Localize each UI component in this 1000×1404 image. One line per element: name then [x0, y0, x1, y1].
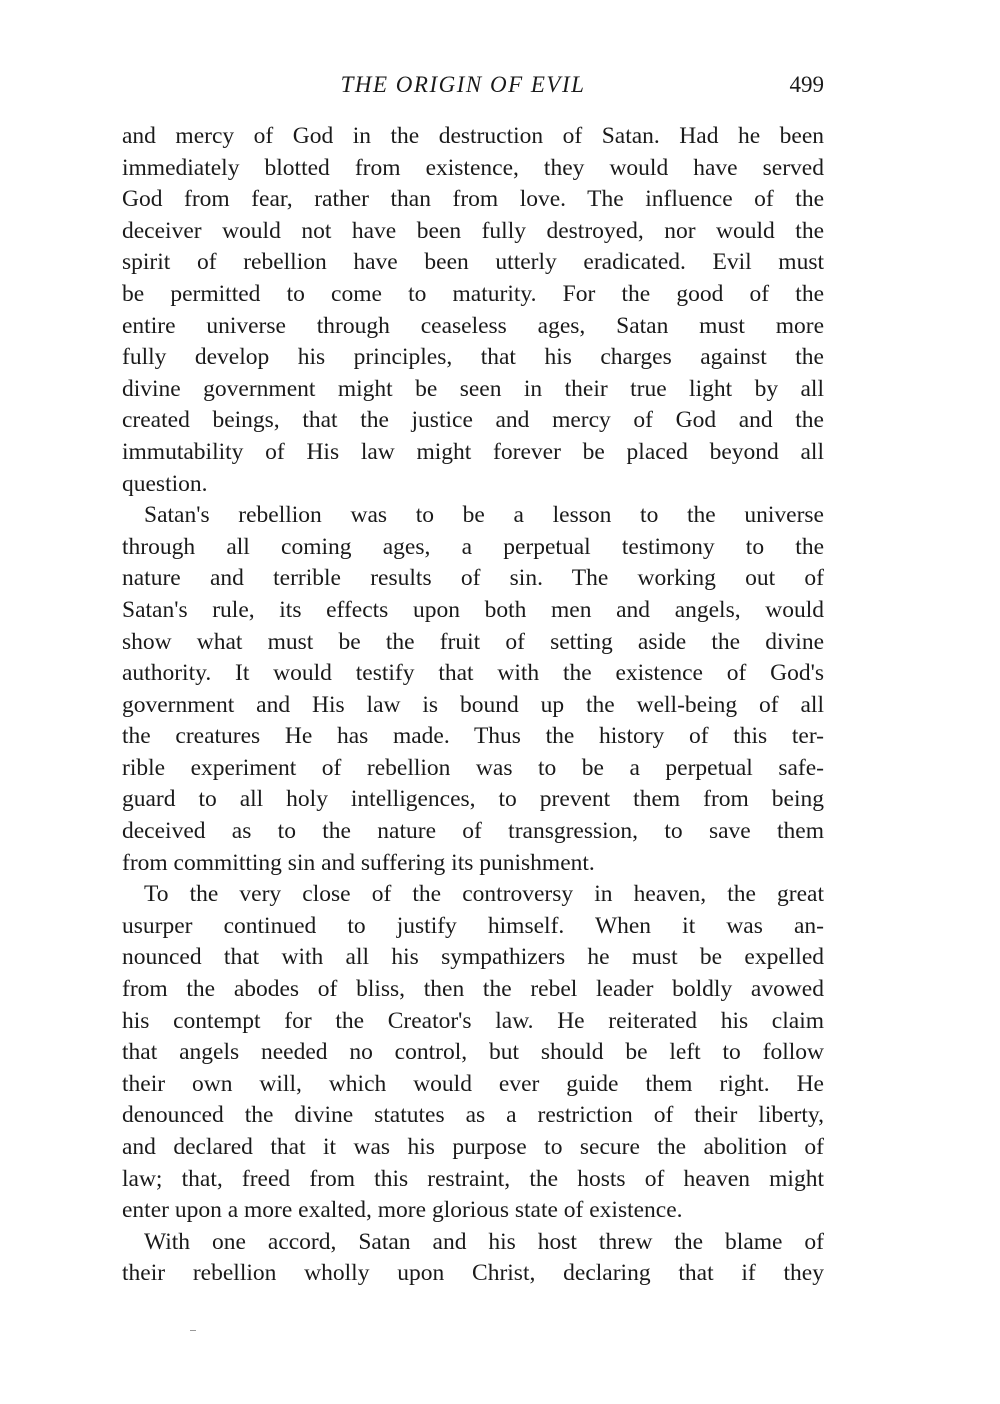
text-line: show what must be the fruit of setting aside the divine [122, 628, 824, 655]
text-line: their own will, which would ever guide them right. He [122, 1070, 824, 1097]
text-line: through all coming ages, a perpetual testimony to the [122, 533, 824, 560]
text-line: Satan's rule, its effects upon both men and angels, would [122, 596, 824, 623]
running-head [0, 68, 1000, 102]
paragraph [122, 500, 824, 879]
text-line: immediately blotted from existence, they would have served [122, 154, 824, 181]
text-line: law; that, freed from this restraint, the hosts of heaven might [122, 1165, 824, 1192]
text-line: and declared that it was his purpose to secure the abolition of [122, 1134, 824, 1160]
text-line: spirit of rebellion have been utterly eradicated. Evil must [122, 249, 824, 276]
text-line: created beings, that the justice and mercy of God and the [122, 407, 824, 434]
paragraph [122, 1227, 824, 1290]
text-line: immutability of His law might forever be placed beyond all [122, 438, 824, 465]
text-line: fully develop his principles, that his charges against the [122, 344, 824, 371]
paragraph [122, 879, 824, 1227]
text-line: Satan's rebellion was to be a lesson to the universe [144, 502, 824, 529]
text-line: nature and terrible results of sin. The working out of [122, 565, 824, 592]
text-line: question. [122, 470, 208, 497]
text-line: be permitted to come to maturity. For the good of the [122, 280, 824, 307]
text-line: divine government might be seen in their true light by all [122, 375, 824, 402]
text-line: authority. It would testify that with the existence of God's [122, 660, 824, 687]
text-line: from committing sin and suffering its punishment. [122, 849, 595, 876]
page-number: 499 [789, 72, 824, 97]
text-line: usurper continued to justify himself. When it was an- [122, 912, 824, 939]
text-line: their rebellion wholly upon Christ, declaring that if they [122, 1260, 824, 1287]
text-line: denounced the divine statutes as a restriction of their liberty, [122, 1102, 824, 1129]
scan-mark [190, 1330, 196, 1331]
text-line: enter upon a more exalted, more glorious state of existence. [122, 1197, 683, 1224]
text-line: from the abodes of bliss, then the rebel leader boldly avowed [122, 976, 824, 1003]
text-line: deceived as to the nature of transgression, to save them [122, 818, 824, 845]
text-line: To the very close of the controversy in heaven, the great [144, 881, 824, 908]
text-line: the creatures He has made. Thus the history of this ter- [122, 723, 824, 750]
text-line: With one accord, Satan and his host threw the blame of [144, 1228, 824, 1255]
text-line: guard to all holy intelligences, to prevent them from being [122, 786, 824, 813]
text-line: and mercy of God in the destruction of Satan. Had he been [122, 123, 824, 149]
text-line: government and His law is bound up the well-being of all [122, 691, 824, 718]
text-line: that angels needed no control, but should be left to follow [122, 1039, 824, 1066]
text-line: deceiver would not have been fully destroyed, nor would the [122, 217, 824, 244]
text-line: nounced that with all his sympathizers he must be expelled [122, 944, 824, 971]
text-line: God from fear, rather than from love. The influence of the [122, 186, 824, 213]
body-text [122, 121, 824, 1290]
running-title: THE ORIGIN OF EVIL [340, 72, 586, 97]
paragraph [122, 121, 824, 500]
text-line: his contempt for the Creator's law. He reiterated his claim [122, 1007, 824, 1034]
text-line: entire universe through ceaseless ages, Satan must more [122, 312, 824, 339]
text-line: rible experiment of rebellion was to be a perpetual safe- [122, 754, 824, 781]
